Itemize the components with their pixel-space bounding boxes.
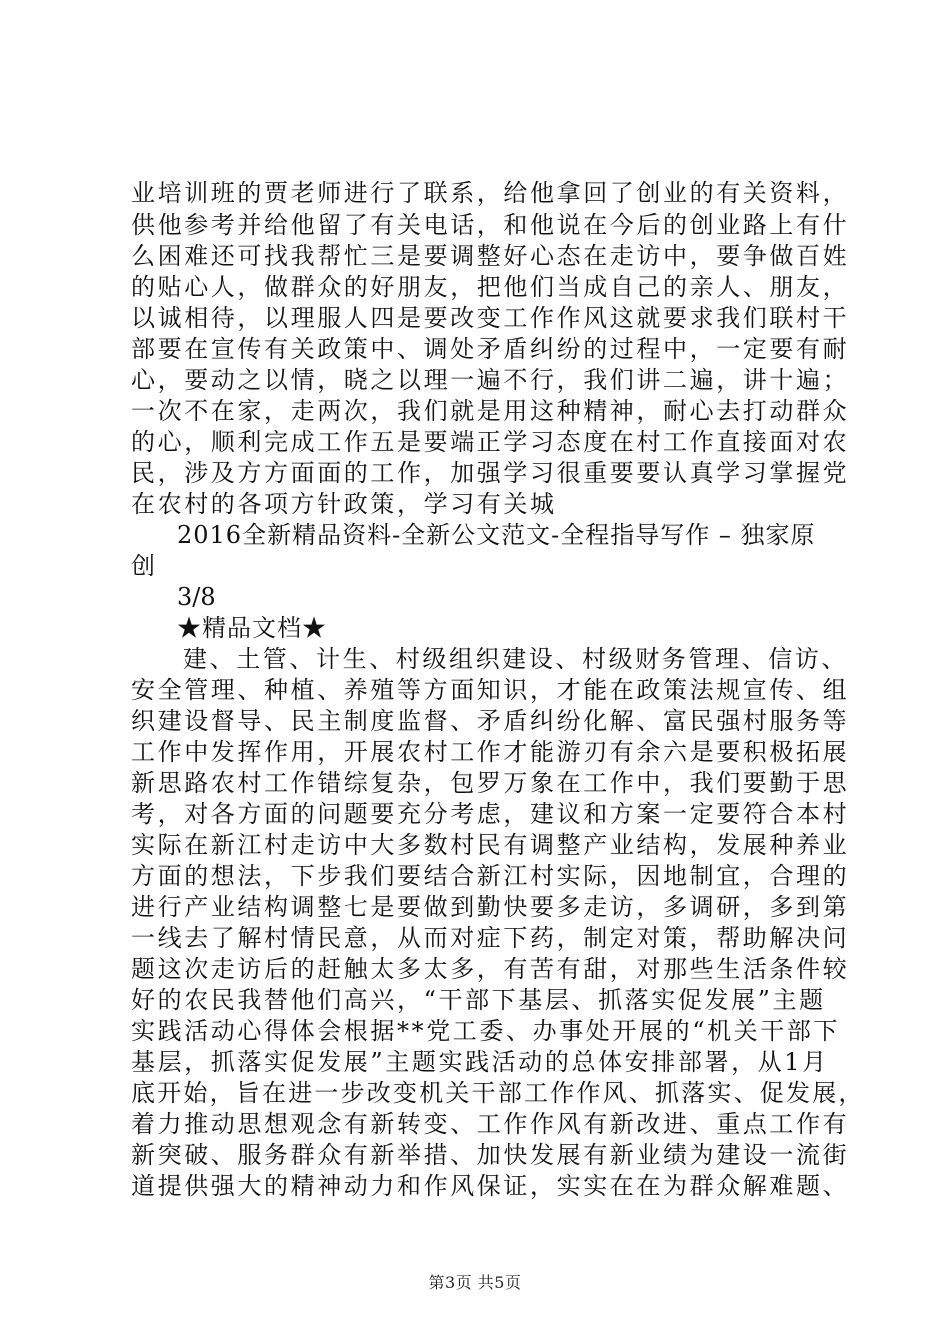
paragraph-line: 工作中发挥作用，开展农村工作才能游刃有余六是要积极拓展	[131, 738, 850, 766]
paragraph-line: 新突破、服务群众有新举措、加快发展有新业绩为建设一流街	[131, 1141, 850, 1169]
paragraph-line: 题这次走访后的赶触太多太多，有苦有甜，对那些生活条件较	[131, 955, 850, 983]
paragraph-line: 在农村的各项方针政策，学习有关城	[131, 490, 557, 518]
paragraph-line: 进行产业结构调整七是要做到勤快要多走访，多调研，多到第	[131, 893, 850, 921]
paragraph-line: 考，对各方面的问题要充分考虑，建议和方案一定要符合本村	[131, 800, 850, 828]
paragraph-line: 方面的想法，下步我们要结合新江村实际，因地制宜，合理的	[131, 862, 850, 890]
banner-line-continued: 创	[131, 552, 158, 580]
paragraph-line: 织建设督导、民主制度监督、矛盾纠纷化解、富民强村服务等	[131, 707, 850, 735]
paragraph-line: 建、土管、计生、村级组织建设、村级财务管理、信访、	[183, 645, 848, 673]
paragraph-line: 一次不在家，走两次，我们就是用这种精神，耐心去打动群众	[131, 397, 850, 425]
paragraph-line: 一线去了解村情民意，从而对症下药，制定对策，帮助解决问	[131, 924, 850, 952]
paragraph-line: 基层，抓落实促发展”主题实践活动的总体安排部署，从1月	[131, 1048, 829, 1076]
paragraph-line: 安全管理、种植、养殖等方面知识，才能在政策法规宣传、组	[131, 676, 850, 704]
page-footer: 第3页 共5页	[428, 1273, 522, 1292]
paragraph-line: 底开始，旨在进一步改变机关干部工作作风、抓落实、促发展，	[131, 1079, 865, 1107]
paragraph-line: 好的农民我替他们高兴，“干部下基层、抓落实促发展”主题	[131, 986, 826, 1014]
paragraph-line: 新思路农村工作错综复杂，包罗万象在工作中，我们要勤于思	[131, 769, 850, 797]
paragraph-line: 的心，顺利完成工作五是要端正学习态度在村工作直接面对农	[131, 428, 850, 456]
paragraph-line: 么困难还可找我帮忙三是要调整好心态在走访中，要争做百姓	[131, 242, 850, 270]
banner-line: 2016全新精品资料-全新公文范文-全程指导写作 – 独家原	[177, 521, 816, 549]
page-fraction: 3/8	[177, 583, 216, 611]
paragraph-line: 部要在宣传有关政策中、调处矛盾纠纷的过程中，一定要有耐	[131, 335, 850, 363]
paragraph-line: 着力推动思想观念有新转变、工作作风有新改进、重点工作有	[131, 1110, 850, 1138]
paragraph-line: 道提供强大的精神动力和作风保证，实实在在为群众解难题、	[131, 1172, 850, 1200]
paragraph-line: 心，要动之以情，晓之以理一遍不行，我们讲二遍，讲十遍；	[131, 366, 850, 394]
paragraph-line: 民，涉及方方面面的工作，加强学习很重要要认真学习掌握党	[131, 459, 850, 487]
paragraph-line: 供他参考并给他留了有关电话，和他说在今后的创业路上有什	[131, 211, 850, 239]
paragraph-line: 的贴心人，做群众的好朋友，把他们当成自己的亲人、朋友，	[131, 273, 850, 301]
paragraph-line: 业培训班的贾老师进行了联系，给他拿回了创业的有关资料，	[131, 179, 850, 207]
paragraph-line: 实践活动心得体会根据**党工委、办事处开展的“机关干部下	[131, 1017, 841, 1045]
paragraph-line: 实际在新江村走访中大多数村民有调整产业结构，发展种养业	[131, 831, 850, 859]
doc-label: ★精品文档★	[177, 614, 327, 642]
paragraph-line: 以诚相待，以理服人四是要改变工作作风这就要求我们联村干	[131, 304, 850, 332]
